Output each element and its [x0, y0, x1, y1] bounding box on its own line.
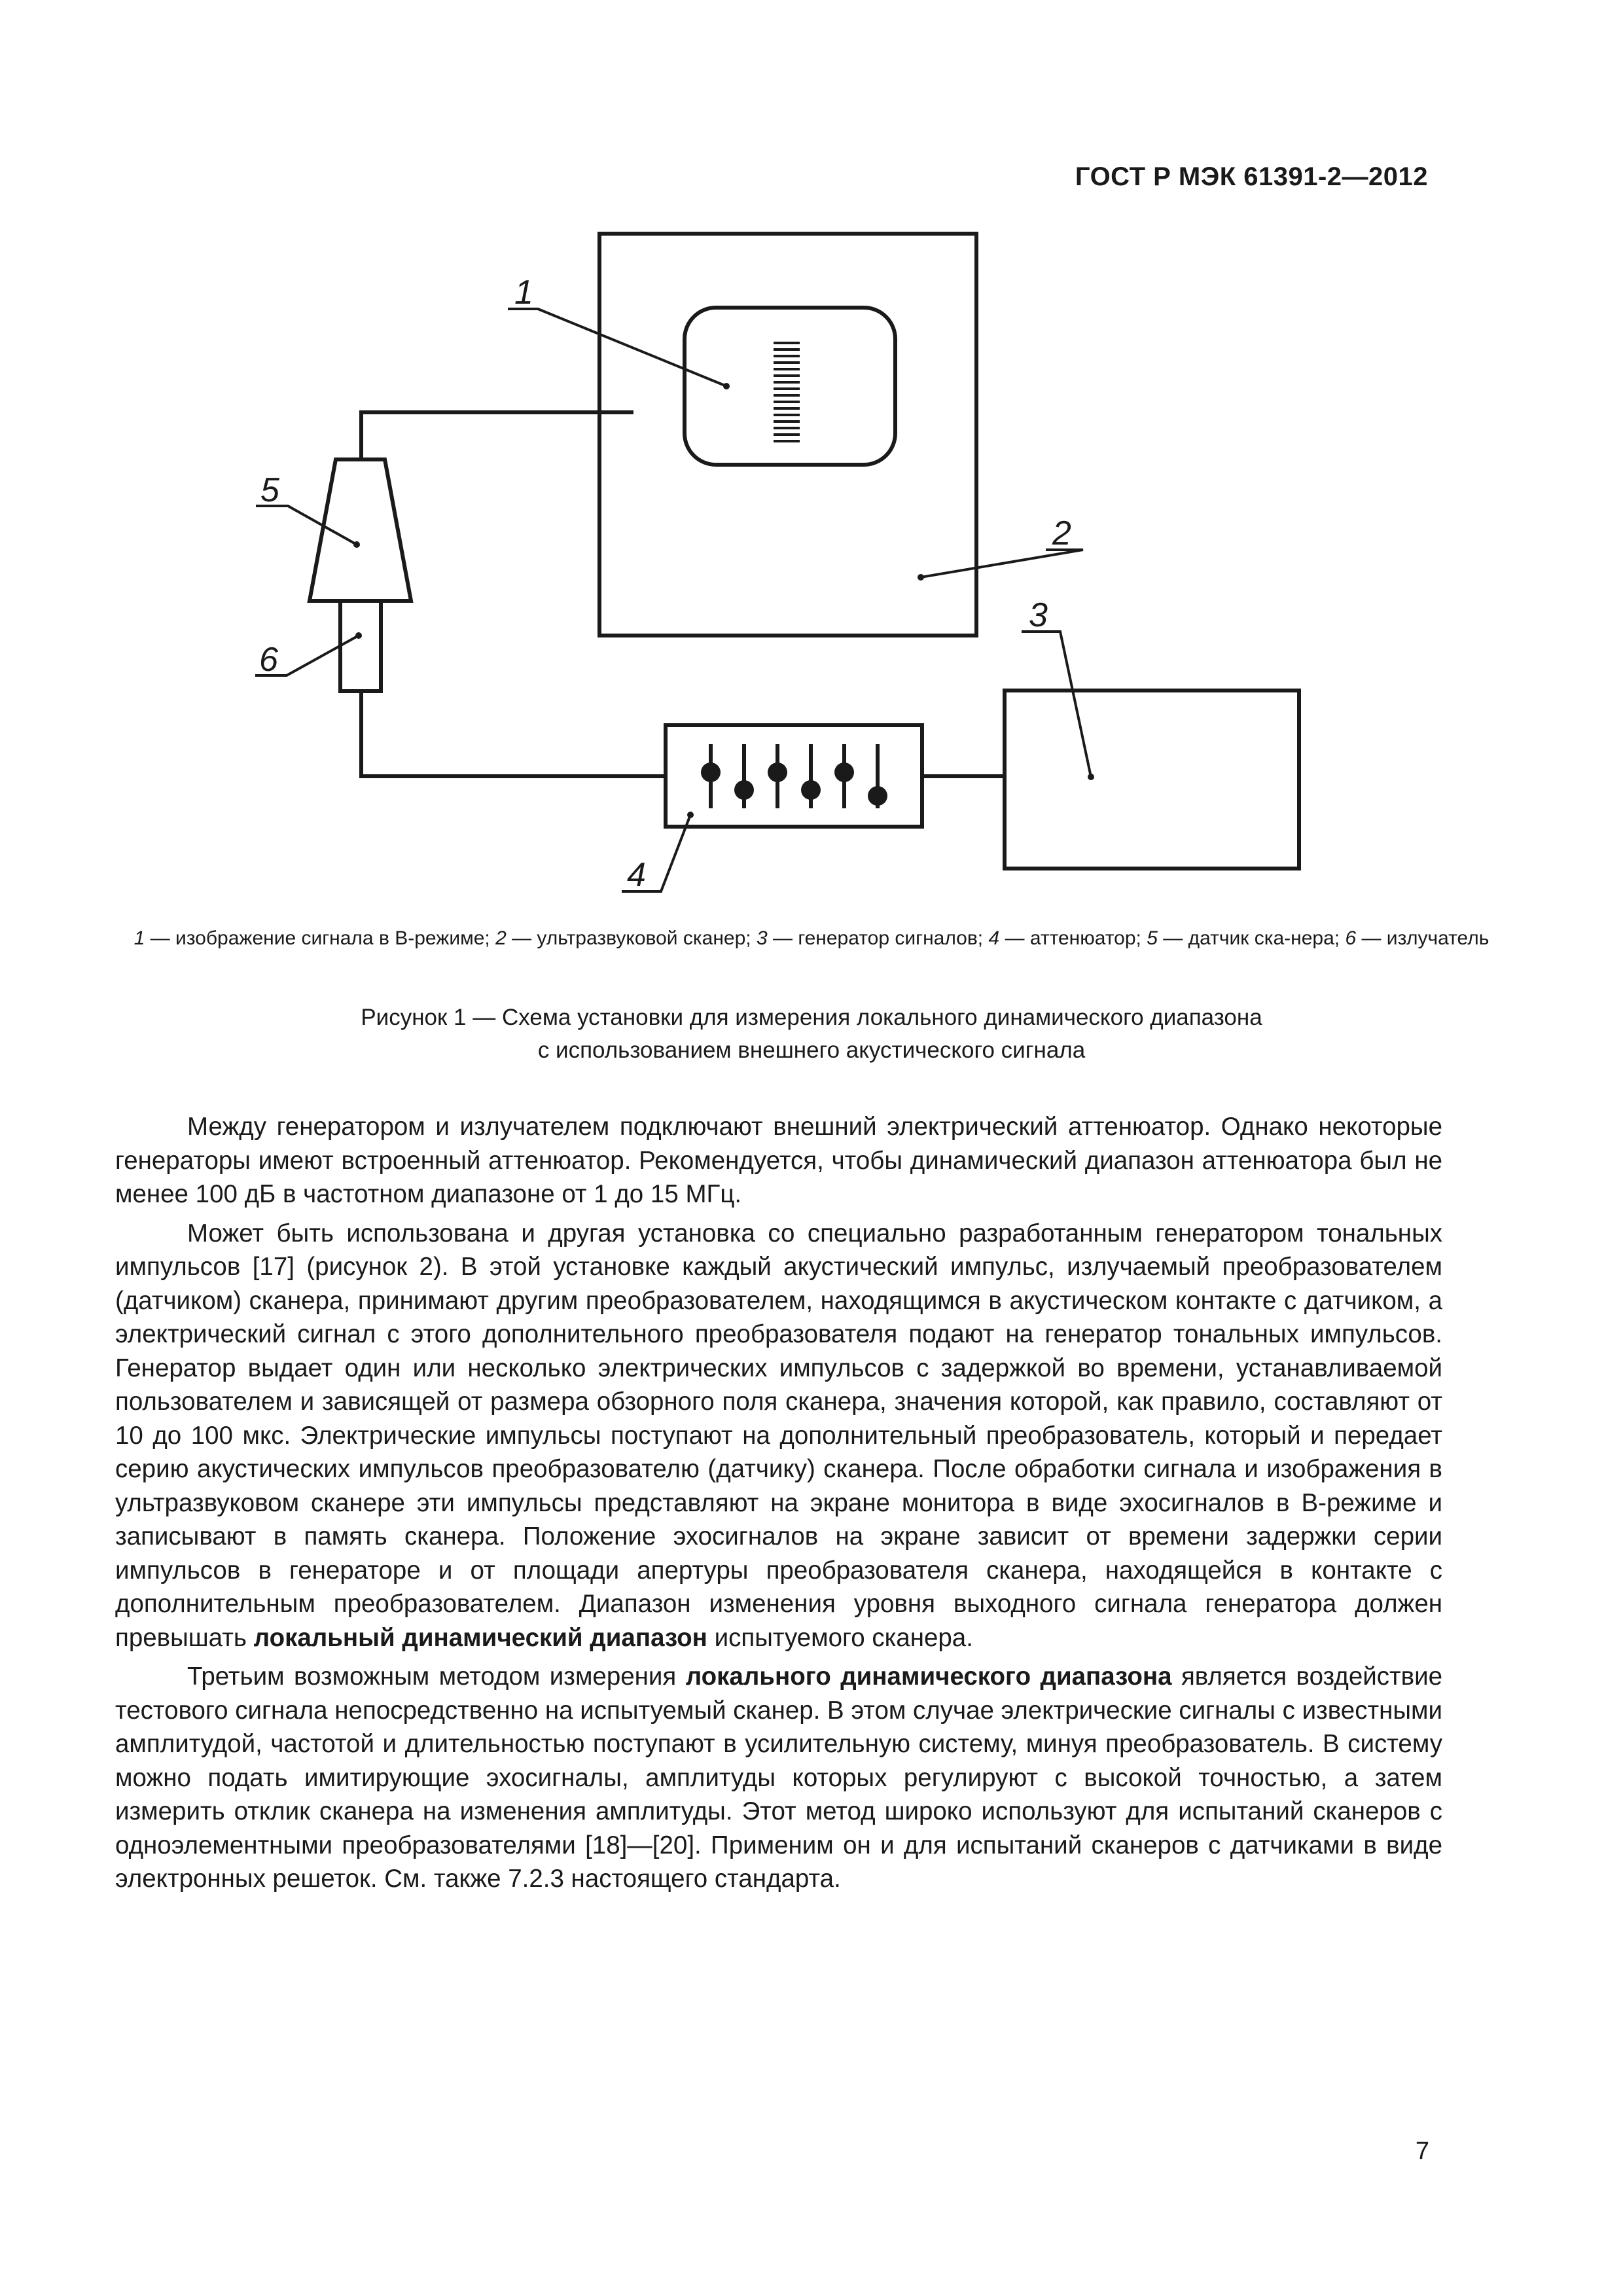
- attenuator-slider-knobs: [701, 762, 887, 806]
- label-2: 2: [1052, 514, 1071, 552]
- b-mode-signal-image: [774, 343, 800, 441]
- document-header: ГОСТ Р МЭК 61391-2—2012: [1075, 162, 1428, 191]
- label-5: 5: [260, 471, 279, 509]
- emitter-cable: [361, 691, 666, 776]
- body-text: [115, 1110, 1442, 1901]
- signal-generator-box: [1005, 691, 1299, 869]
- scanner-transducer: [310, 459, 411, 601]
- figure-caption-line-1: Рисунок 1 — Схема установки для измерения локального динамического диапазона: [361, 1005, 1262, 1030]
- figure-caption: [118, 1001, 1505, 1067]
- figure-legend: 1 — изображение сигнала в B-режиме; 2 — ультразвуковой сканер; 3 — генератор сигналов; 4 — аттенюатор; 5 — датчик ска-нера; 6 — излучатель: [134, 927, 1489, 949]
- label-4: 4: [627, 856, 646, 894]
- leader-dots: [353, 383, 1094, 818]
- label-6: 6: [259, 641, 278, 679]
- paragraph-direct-test-signal: Третьим возможным методом измерения локального динамического диапазона является воздействие тестового сигнала непосредственно на испытуемый сканер. В этом случае электрические сигналы с известными амплитудой, частотой и длительностью поступают в усилительную систему, минуя преобразователь. В систему можно подать имитирующие эхосигналы, амплитуды которых регулируют с высокой точностью, а затем измерить отклик сканера на изменения амплитуды. Этот метод широко используют для испытаний сканеров с одноэлементными преобразователями [18]—[20]. Применим он и для испытаний сканеров с датчиками в виде электронных решеток. См. также 7.2.3 настоящего стандарта.: [115, 1662, 1442, 1893]
- page-number: 7: [1415, 2138, 1429, 2165]
- paragraph-tone-burst-generator: Может быть использована и другая установка со специально разработанным генератором тональных импульсов [17] (рисунок 2). В этой установке каждый акустический импульс, излучаемый преобразователем (датчиком) сканера, принимают другим преобразователем, находящимся в акустическом контакте с датчиком, а электрический сигнал с этого дополнительного преобразователя подают на генератор тональных импульсов. Генератор выдает один или несколько электрических импульсов с задержкой во времени, устанавливаемой пользователем и зависящей от размера обзорного поля сканера, значения которой, как правило, составляют от 10 до 100 мкс. Электрические импульсы поступают на дополнительный преобразователь, который и передает серию акустических импульсов преобразователю (датчику) сканера. После обработки сигнала и изображения в ультразвуковом сканере эти импульсы представляют на экране монитора в виде эхосигналов в B-режиме и записывают в память сканера. Положение эхосигналов на экране зависит от времени задержки серии импульсов в генераторе и от площади апертуры преобразователя сканера, находящейся в контакте с дополнительным преобразователем. Диапазон изменения уровня выходного сигнала генератора должен превышать локальный динамический диапазон испытуемого сканера.: [115, 1219, 1442, 1652]
- label-1: 1: [514, 274, 533, 312]
- label-3: 3: [1029, 596, 1048, 634]
- figure-caption-line-2: с использованием внешнего акустического сигнала: [537, 1037, 1086, 1063]
- setup-diagram: [0, 0, 1623, 916]
- scanner-cable: [361, 412, 632, 459]
- emitter: [340, 601, 381, 691]
- paragraph-attenuator: Между генератором и излучателем подключают внешний электрический аттенюатор. Однако некоторые генераторы имеют встроенный аттенюатор. Рекомендуется, чтобы динамический диапазон аттенюатора был не менее 100 дБ в частотном диапазоне от 1 до 15 МГц.: [115, 1113, 1442, 1208]
